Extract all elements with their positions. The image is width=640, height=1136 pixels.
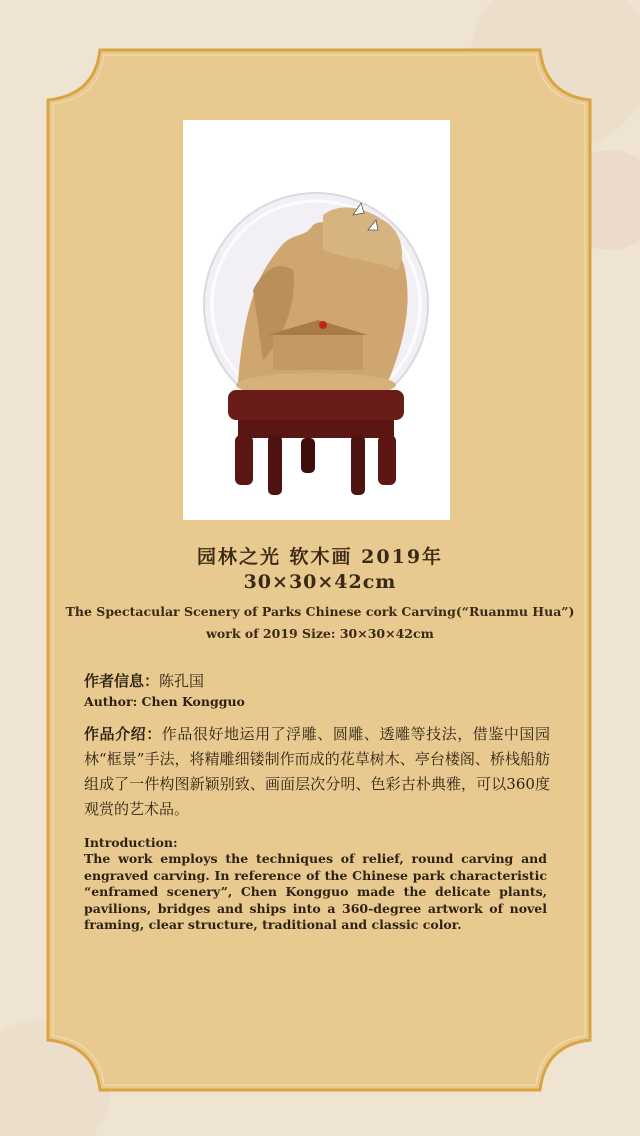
artwork-size-cn: 30×30×42cm: [243, 571, 397, 593]
cork-carving-photo: [183, 120, 450, 520]
artwork-title-cn: 园林之光 软木画 2019年: [196, 546, 444, 568]
introduction-label-en: Introduction:: [84, 835, 178, 850]
author-name-cn: 陈孔国: [159, 672, 205, 690]
cork-carving-illustration: [183, 120, 450, 520]
artwork-work-en: work of 2019 Size: 30×30×42cm: [206, 626, 434, 641]
author-label-cn: 作者信息：: [84, 672, 160, 690]
introduction-label-cn: 作品介绍：: [84, 725, 162, 743]
introduction-text-en: The work employs the techniques of relief, round carving and engraved carving. In reference of the Chinese park characteristic “enframed scenery”, Chen Kongguo made the delicate plants, pavilions, bridges and ships into a 360-degree artwork of novel framing, clear structure, traditional and classic color.: [84, 851, 547, 932]
introduction-text-cn: 作品很好地运用了浮雕、圆雕、透雕等技法，借鉴中国园林“框景”手法，将精雕细镂制作而成的花草树木、亭台楼阁、桥栈船舫组成了一件构图新颖别致、画面层次分明、色彩古朴典雅，可以360度观赏的艺术品。: [84, 725, 550, 818]
introduction-cn: [84, 722, 550, 822]
author-info-cn: [84, 670, 204, 691]
artwork-title-en: The Spectacular Scenery of Parks Chinese cork Carving(“Ruanmu Hua”): [65, 604, 575, 619]
author-info-en: Author: Chen Kongguo: [84, 694, 245, 709]
